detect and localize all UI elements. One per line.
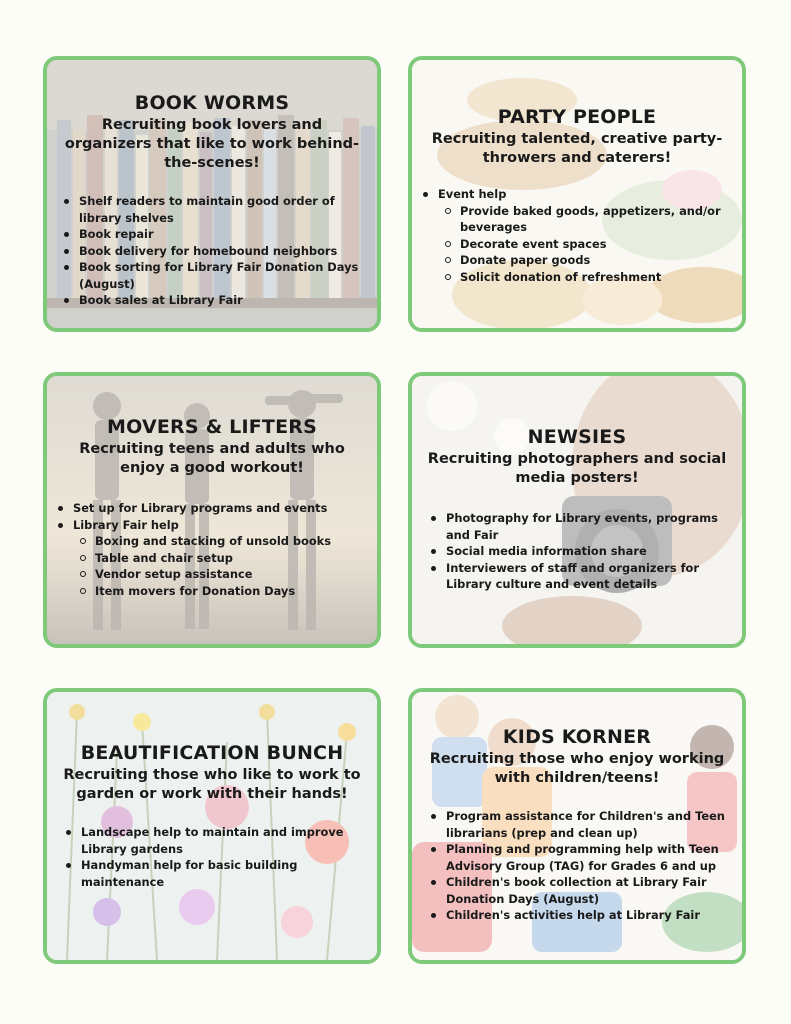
sub-list-item: Donate paper goods: [438, 252, 732, 269]
card-subtitle: Recruiting photographers and social media posters!: [427, 451, 727, 486]
card-title: MOVERS & LIFTERS: [107, 416, 317, 438]
card-title: KIDS KORNER: [502, 726, 652, 748]
card-subtitle: Recruiting those who enjoy working with children/teens!: [429, 751, 725, 786]
card-content: [412, 60, 742, 328]
list-item: Set up for Library programs and events: [51, 500, 367, 517]
movers-lifters-card: [43, 372, 381, 648]
card-subtitle: Recruiting talented, creative party-throwers and caterers!: [431, 131, 723, 166]
list-item: Landscape help to maintain and improve Library gardens: [59, 824, 367, 857]
newsies-card: [408, 372, 746, 648]
role-list: [51, 500, 367, 533]
list-item: Book repair: [57, 226, 367, 243]
role-list: [57, 193, 367, 309]
card-title: PARTY PEOPLE: [497, 106, 657, 128]
book-worms-card: [43, 56, 381, 332]
list-item: Children's activities help at Library Fair: [424, 907, 732, 924]
card-title: BOOK WORMS: [134, 92, 290, 114]
card-title: BEAUTIFICATION BUNCH: [80, 742, 344, 764]
sub-list-item: Table and chair setup: [73, 550, 367, 567]
role-list: [416, 186, 732, 203]
card-content: [47, 60, 377, 328]
kids-korner-card: [408, 688, 746, 964]
list-item: Interviewers of staff and organizers for Library culture and event details: [424, 560, 732, 593]
sub-list-item: Boxing and stacking of unsold books: [73, 533, 367, 550]
beautification-bunch-card: [43, 688, 381, 964]
list-item: Shelf readers to maintain good order of library shelves: [57, 193, 367, 226]
role-list: [424, 510, 732, 593]
card-title: NEWSIES: [527, 426, 627, 448]
list-item: Planning and programming help with Teen Advisory Group (TAG) for Grades 6 and up: [424, 841, 732, 874]
list-item: Library Fair help: [51, 517, 367, 534]
sub-list-item: Provide baked goods, appetizers, and/or beverages: [438, 203, 732, 236]
sub-list: [73, 533, 367, 599]
card-content: [412, 692, 742, 960]
role-list: [59, 824, 367, 890]
list-item: Handyman help for basic building maintenance: [59, 857, 367, 890]
list-item: Children's book collection at Library Fair Donation Days (August): [424, 874, 732, 907]
list-item: Photography for Library events, programs and Fair: [424, 510, 732, 543]
party-people-card: [408, 56, 746, 332]
role-list: [424, 808, 732, 924]
card-content: [47, 376, 377, 644]
card-subtitle: Recruiting teens and adults who enjoy a good workout!: [79, 441, 345, 476]
sub-list: [438, 203, 732, 286]
list-item: Book sales at Library Fair: [57, 292, 367, 309]
card-content: [47, 692, 377, 960]
sub-list-item: Decorate event spaces: [438, 236, 732, 253]
card-content: [412, 376, 742, 644]
list-item: Social media information share: [424, 543, 732, 560]
card-subtitle: Recruiting book lovers and organizers that like to work behind-the-scenes!: [64, 117, 360, 171]
list-item: Book delivery for homebound neighbors: [57, 243, 367, 260]
sub-list-item: Item movers for Donation Days: [73, 583, 367, 600]
list-item: Book sorting for Library Fair Donation Days (August): [57, 259, 367, 292]
card-subtitle: Recruiting those who like to work to garden or work with their hands!: [63, 767, 361, 802]
list-item: Event help: [416, 186, 732, 203]
sub-list-item: Solicit donation of refreshment: [438, 269, 732, 286]
list-item: Program assistance for Children's and Teen librarians (prep and clean up): [424, 808, 732, 841]
sub-list-item: Vendor setup assistance: [73, 566, 367, 583]
